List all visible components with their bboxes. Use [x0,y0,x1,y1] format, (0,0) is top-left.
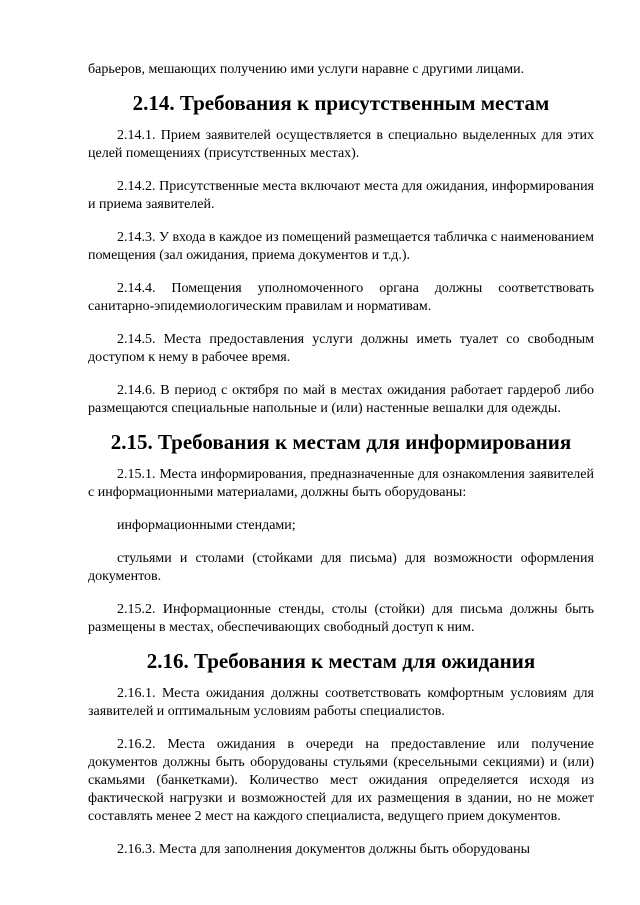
section-heading-2-15: 2.15. Требования к местам для информирования [110,430,572,454]
paragraph-2-16-3: 2.16.3. Места для заполнения документов должны быть оборудованы [117,842,530,857]
section-heading-2-16: 2.16. Требования к местам для ожидания [146,649,536,673]
paragraph-2-14-1: 2.14.1. Прием заявителей осуществляется в специально выделенных для этих целей помещениях (присутственных местах). [88,128,594,161]
paragraph-2-15-2: 2.15.2. Информационные стенды, столы (стойки) для письма должны быть размещены в местах, обеспечивающих свободный доступ к ним. [88,602,594,635]
paragraph-2-16-2: 2.16.2. Места ожидания в очереди на предоставление или получение документов должны быть оборудованы стульями (кресельными секциями) и (или) скамьями (банкетками). Количество мест ожидания определяется исходя из фактической нагрузки и возможностей для их размещения в здании, но не может составлять менее 2 мест на каждого специалиста, ведущего прием документов. [88,737,594,824]
list-item-stands: информационными стендами; [117,518,296,533]
paragraph-2-14-3: 2.14.3. У входа в каждое из помещений размещается табличка с наименованием помещения (зал ожидания, приема документов и т.д.). [88,230,594,263]
section-heading-2-14: 2.14. Требования к присутственным местам [132,91,550,115]
paragraph-2-14-5: 2.14.5. Места предоставления услуги должны иметь туалет со свободным доступом к нему в рабочее время. [88,332,594,365]
paragraph-continuation: барьеров, мешающих получению ими услуги наравне с другими лицами. [88,62,525,77]
paragraph-2-14-4: 2.14.4. Помещения уполномоченного органа должны соответствовать санитарно-эпидемиологическим правилам и нормативам. [88,281,594,314]
paragraph-2-15-1: 2.15.1. Места информирования, предназначенные для ознакомления заявителей с информационными материалами, должны быть оборудованы: [88,467,594,500]
paragraph-2-16-1: 2.16.1. Места ожидания должны соответствовать комфортным условиям для заявителей и оптимальным условиям работы специалистов. [88,686,594,719]
paragraph-2-14-2: 2.14.2. Присутственные места включают места для ожидания, информирования и приема заявителей. [88,179,594,212]
paragraph-2-14-6: 2.14.6. В период с октября по май в местах ожидания работает гардероб либо размещаются специальные напольные и (или) настенные вешалки для одежды. [88,383,594,416]
document-page [88,61,594,874]
list-item-chairs: стульями и столами (стойками для письма) для возможности оформления документов. [88,551,594,584]
